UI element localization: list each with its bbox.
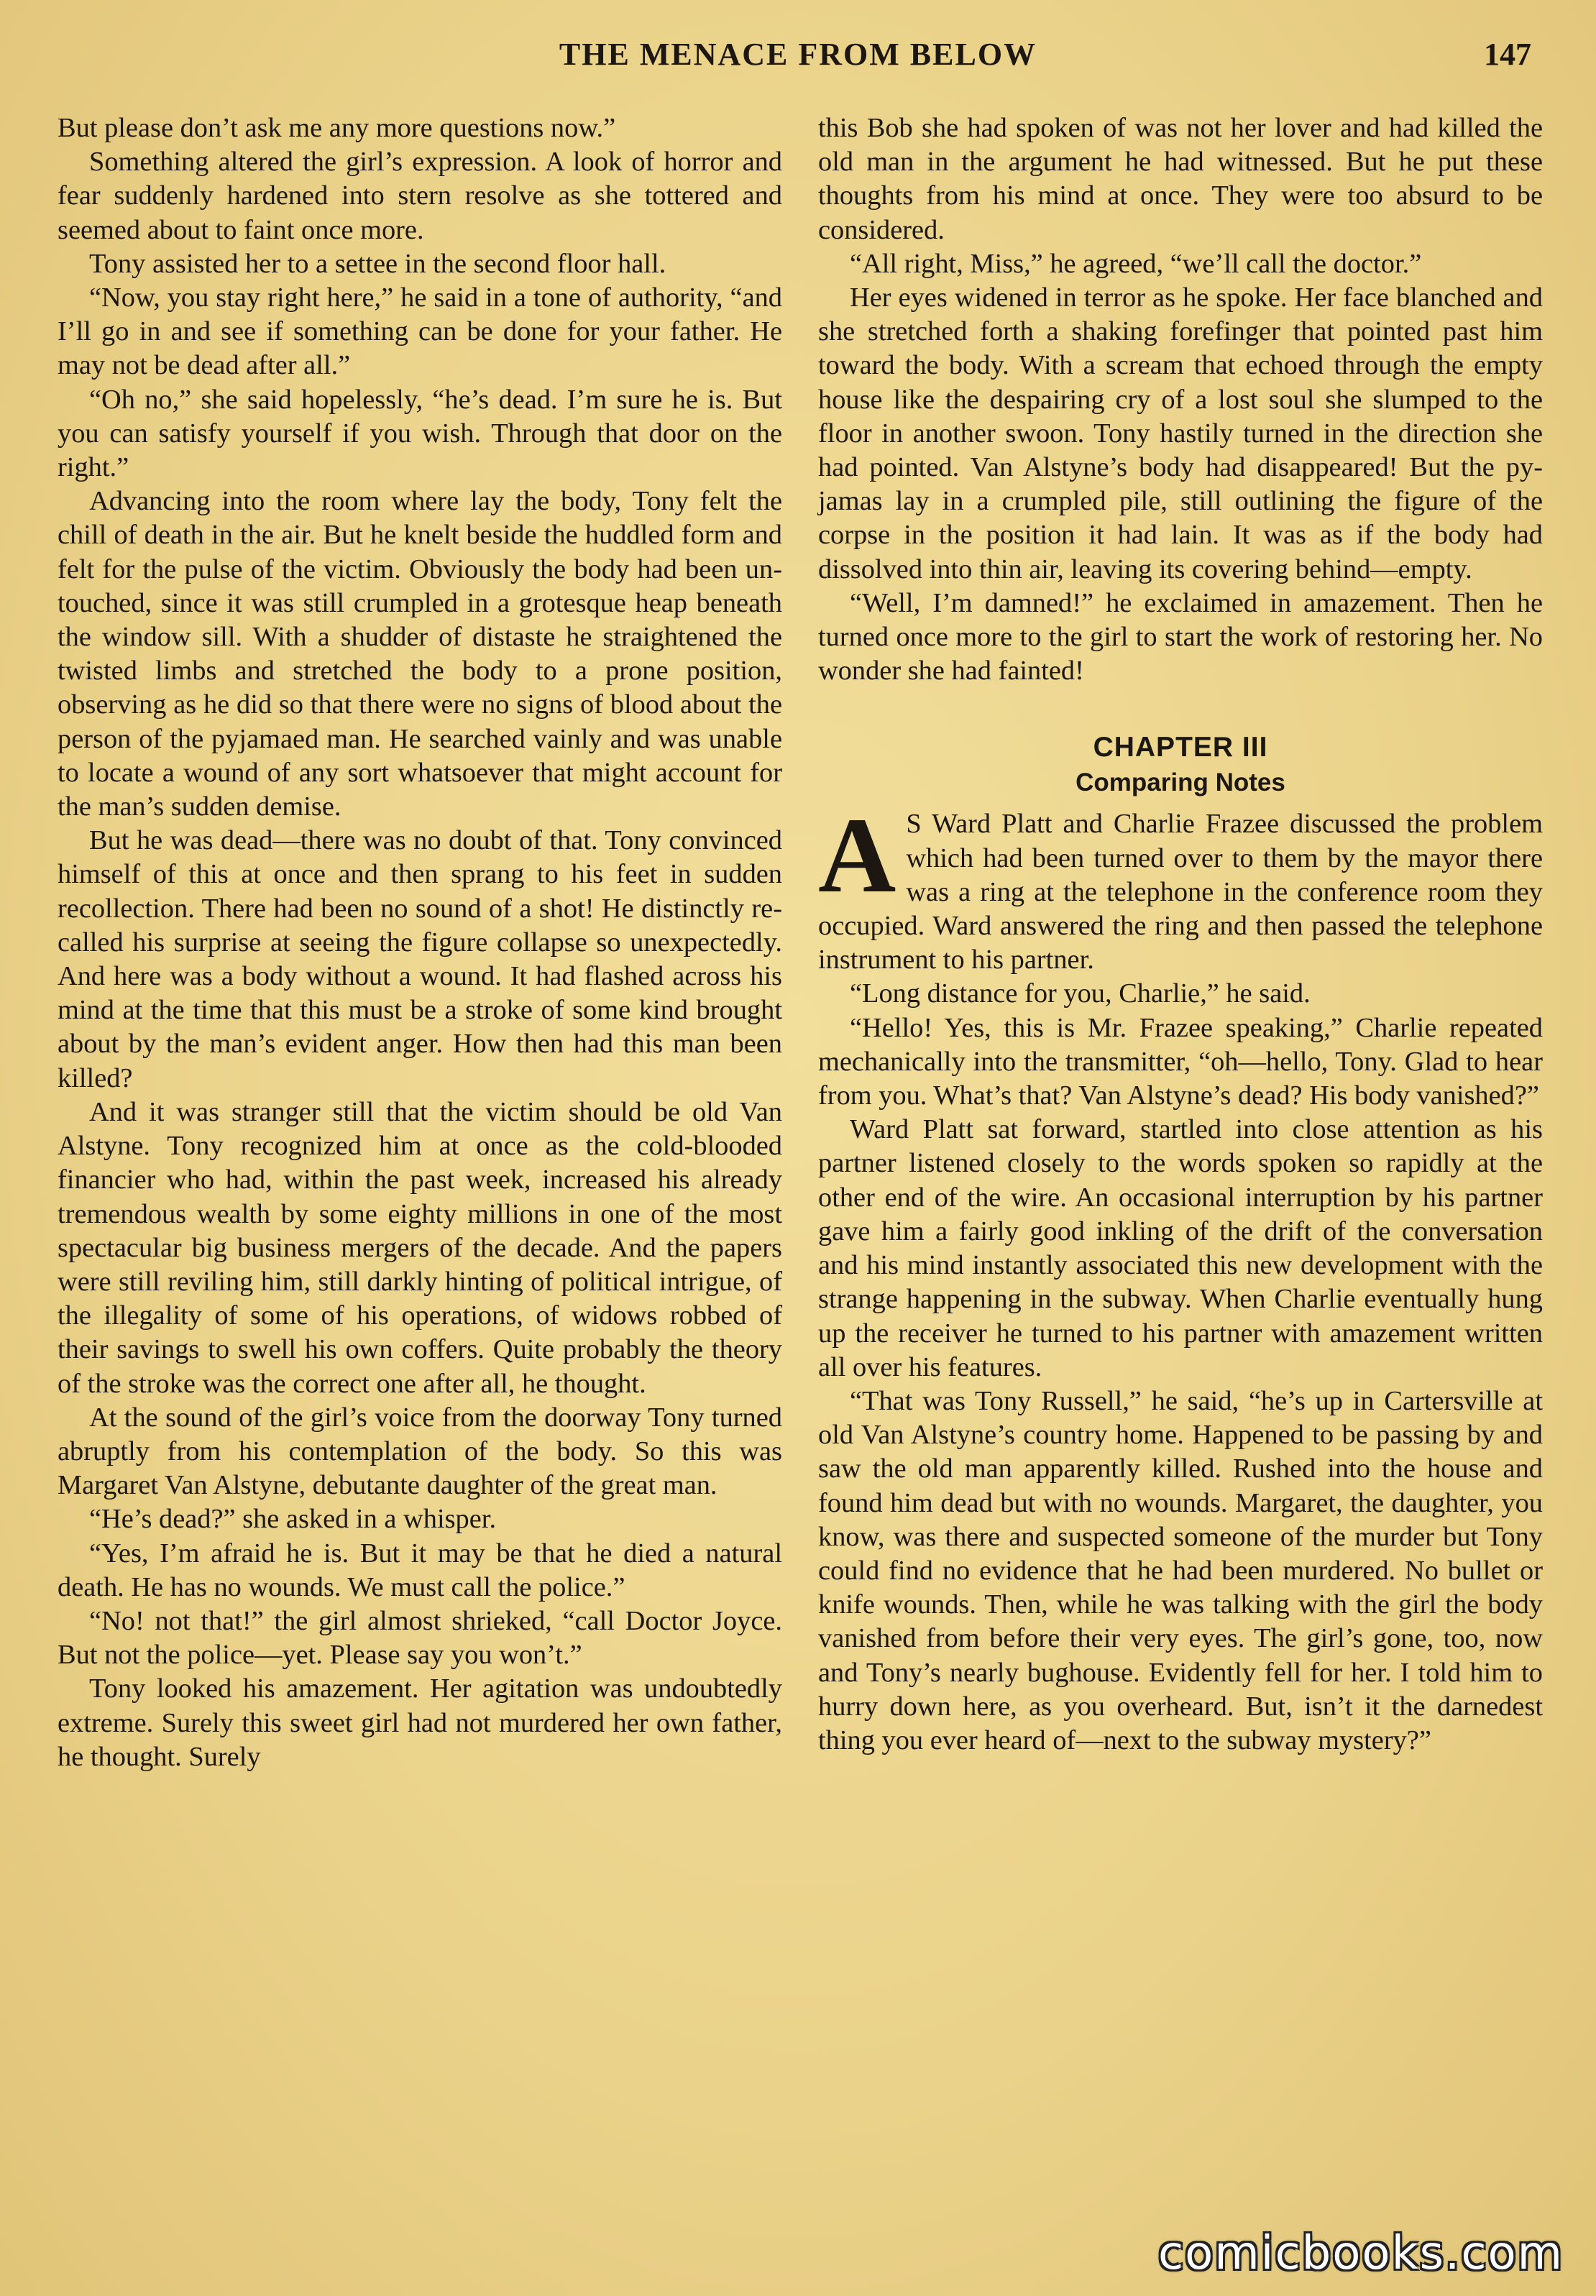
paragraph: Something altered the girl’s expression. A look of horror and fear suddenly hardened into stern resolve as she tottered and seemed about to faint once more. bbox=[58, 147, 782, 245]
chapter-subtitle: Comparing Notes bbox=[1076, 768, 1285, 797]
paragraph: But he was dead—there was no doubt of that. Tony convinced himself of this at once and then sprang to his feet in sudden recollection. There had been no sound of a shot! He distinctly recalled his surprise at seeing the figure collapse so unexpectedly. And here was a body without a wound. It had flashed across his mind at the time that this must be a stroke of some kind brought about by the man’s evident anger. How then had this man been killed? bbox=[58, 825, 782, 1093]
paragraph: Tony assisted her to a settee in the second floor hall. bbox=[89, 248, 666, 279]
page-number: 147 bbox=[1484, 37, 1531, 72]
paragraph: “All right, Miss,” he agreed, “we’ll call the doctor.” bbox=[850, 248, 1422, 279]
paragraph-text: S Ward Platt and Charlie Frazee discussed the problem which had been turned over to them by the mayor there was a ring at the telephone in the conference room they occupied. Ward answered the ring and then passed the telephone instrument to his partner. bbox=[818, 809, 1543, 975]
paragraph: Her eyes widened in terror as he spoke. Her face blanched and she stretched forth a shaking forefinger that pointed past him toward the body. With a scream that echoed through the empty house like the despairing cry of a lost soul she slumped to the floor in another swoon. Tony hastily turned in the direction she had pointed. Van Alstyne’s body had disappeared! But the pyjamas lay in a crumpled pile, still outlining the figure of the corpse in the position it had lain. It was as if the body had dissolved into thin air, leaving its covering behind—empty. bbox=[818, 283, 1543, 584]
paragraph: Tony looked his amazement. Her agitation was undoubtedly extreme. Surely this sweet girl had not murdered her own father, he thought. Surely bbox=[58, 1673, 782, 1772]
chapter-heading: CHAPTER III bbox=[1093, 732, 1268, 763]
chapter-first-paragraph bbox=[818, 796, 1543, 977]
page-header bbox=[58, 36, 1538, 86]
paragraph: And it was stranger still that the victim should be old Van Alstyne. Tony recognized him at once as the cold-blooded financier who had, within the past week, increased his already tremendous wealth by some eighty millions in one of the most spectacular big business mergers of the decade. And the papers were still reviling him, still darkly hinting of political intrigue, of the illegality of some of his operations, of widows robbed of their savings to swell his own coffers. Quite probably the theory of the stroke was the correct one after all, he thought. bbox=[58, 1096, 782, 1399]
running-title: THE MENACE FROM BELOW bbox=[559, 37, 1037, 72]
paragraph: “Well, I’m damned!” he exclaimed in amazement. Then he turned once more to the girl to start the work of restoring her. No wonder she had fainted! bbox=[818, 587, 1543, 686]
right-column bbox=[818, 111, 1543, 1758]
paragraph: “That was Tony Russell,” he said, “he’s up in Cartersville at old Van Alstyne’s country home. Happened to be passing by and saw the old man apparently killed. Rushed into the house and found him dead but with no wounds. Margaret, the daughter, you know, was there and suspected someone of the murder but Tony could find no evidence that he had been murdered. No bullet or knife wounds. Then, while he was talking with the girl the body vanished from before their very eyes. The girl’s gone, too, now and Tony’s nearly bughouse. Evidently fell for her. I told him to hurry down here, as you overheard. But, isn’t it the darnedest thing you ever heard of—next to the subway mystery?” bbox=[818, 1385, 1543, 1755]
paragraph: “He’s dead?” she asked in a whisper. bbox=[89, 1504, 497, 1535]
paragraph: Ward Platt sat forward, startled into close attention as his partner listened closely to the words spoken so rapidly at the other end of the wire. An occasional interruption by his partner gave him a fairly good inkling of the drift of the conversation and his mind instantly associated this new development with the strange happening in the subway. When Charlie eventually hung up the receiver he turned to his partner with amazement written all over his features. bbox=[818, 1114, 1543, 1382]
paragraph: this Bob she had spoken of was not her lover and had killed the old man in the argument he had witnessed. But he put these thoughts from his mind at once. They were too absurd to be considered. bbox=[818, 113, 1543, 245]
paragraph: “No! not that!” the girl almost shrieked, “call Doctor Joyce. But not the police—yet. Please say you won’t.” bbox=[58, 1605, 782, 1671]
paragraph: But please don’t ask me any more questions now.” bbox=[58, 113, 616, 143]
drop-cap: A bbox=[818, 796, 896, 916]
watermark: comicbooks.com bbox=[1157, 2227, 1564, 2280]
left-column bbox=[58, 111, 782, 1774]
paragraph: “Oh no,” she said hopelessly, “he’s dead. I’m sure he is. But you can satisfy yourself if you wish. Through that door on the right.” bbox=[58, 384, 782, 483]
paragraph: Advancing into the room where lay the body, Tony felt the chill of death in the air. But he knelt beside the huddled form and felt for the pulse of the victim. Obviously the body had been untouched, since it was still crumpled in a grotesque heap beneath the window sill. With a shudder of distaste he straightened the twisted limbs and stretched the body to a prone position, observing as he did so that there were no signs of blood about the person of the pyjamaed man. He searched vainly and was unable to locate a wound of any sort whatsoever that might account for the man’s sudden demise. bbox=[58, 486, 782, 822]
paragraph: “Now, you stay right here,” he said in a tone of authority, “and I’ll go in and see if something can be done for your father. He may not be dead after all.” bbox=[58, 283, 782, 381]
paragraph: At the sound of the girl’s voice from the doorway Tony turned abruptly from his contemplation of the body. So this was Margaret Van Alstyne, debutante daughter of the great man. bbox=[58, 1402, 782, 1501]
paragraph: “Long distance for you, Charlie,” he said. bbox=[850, 978, 1311, 1009]
paragraph: “Yes, I’m afraid he is. But it may be that he died a natural death. He has no wounds. We must call the police.” bbox=[58, 1538, 782, 1602]
paragraph: “Hello! Yes, this is Mr. Frazee speaking,” Charlie repeated mechanically into the transmitter, “oh—hello, Tony. Glad to hear from you. What’s that? Van Alstyne’s dead? His body vanished?” bbox=[818, 1012, 1543, 1111]
